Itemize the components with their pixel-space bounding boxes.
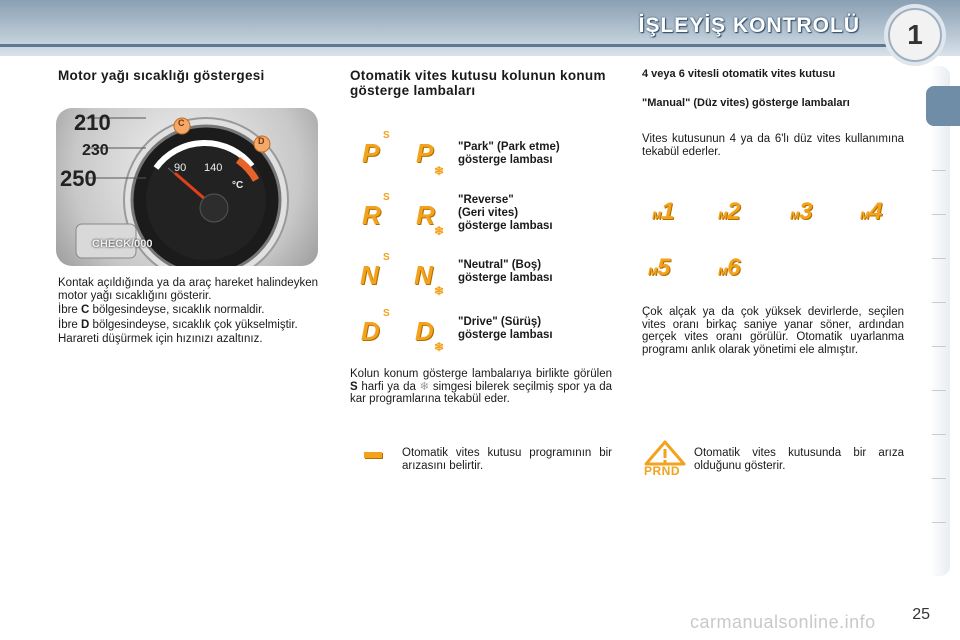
gear-r-sport-icon: R — [362, 200, 381, 230]
sport-s-mark: S — [383, 192, 390, 203]
chapter-title: İŞLEYİŞ KONTROLÜ — [638, 14, 860, 37]
gear-n-snow-icon: N — [414, 260, 433, 290]
gear-indicator-title: Otomatik vites kutusu kolunun konum gösterge lambaları — [350, 68, 606, 98]
gear-d-label — [458, 316, 553, 342]
gear-p-label — [458, 141, 560, 167]
active-chapter-tab[interactable] — [926, 86, 960, 126]
label-line: "Park" (Park etme) — [458, 141, 560, 153]
gauge-marker-d: D — [258, 136, 265, 146]
header-rule — [0, 44, 900, 47]
manual-gear-1-icon — [652, 198, 675, 226]
page-number: 25 — [912, 606, 930, 623]
label-line: "Neutral" (Boş) — [458, 259, 542, 271]
warning-triangle-icon — [642, 440, 688, 466]
text-fragment: İbre — [58, 304, 78, 317]
tab-divider — [932, 478, 946, 479]
tacho-tick-230: 230 — [82, 142, 109, 159]
gear-number: 6 — [727, 254, 741, 281]
oil-temp-para-1: Kontak açıldığında ya da araç hareket halindeyken motor yağı sıcaklığını gösterir. — [58, 277, 318, 302]
oil-temp-gauge-image — [56, 108, 318, 266]
tab-divider — [932, 522, 946, 523]
snow-icon: ❄ — [419, 380, 430, 393]
tab-divider — [932, 302, 946, 303]
manual-indicators-title: "Manual" (Düz vites) gösterge lambaları — [642, 97, 850, 109]
chapter-number-badge: 1 — [888, 8, 942, 62]
m-label: M — [648, 266, 658, 278]
dash-warning-text: Otomatik vites kutusu programının bir arızasını belirtir. — [402, 447, 612, 472]
gearbox-fault-icon — [642, 440, 688, 480]
oil-temp-title: Motor yağı sıcaklığı göstergesi — [58, 68, 265, 83]
sport-s-mark: S — [383, 252, 390, 263]
tacho-tick-250: 250 — [60, 166, 97, 191]
text-fragment: simgesi bilerek seçilmiş spor ya da kar programlarına tekabül eder. — [350, 380, 613, 406]
manual-gear-6-icon — [718, 254, 741, 282]
gear-n-sport-icon: N — [360, 260, 379, 290]
m-label: M — [718, 210, 728, 222]
oil-temp-description — [58, 277, 318, 346]
snow-icon: ❄ — [434, 164, 445, 178]
gauge-marker-c: C — [178, 118, 185, 128]
gear-number: 4 — [869, 198, 883, 225]
zone-d-bold: D — [81, 318, 90, 331]
text-fragment: İbre — [58, 318, 78, 331]
check-label: CHECK/000 — [92, 238, 153, 250]
dash-warning-icon — [364, 452, 382, 458]
manual-description: Vites kutusunun 4 ya da 6'lı düz vites kullanımına tekabül ederler. — [642, 133, 904, 158]
sport-s-bold: S — [350, 380, 358, 393]
snow-icon: ❄ — [434, 340, 445, 354]
gear-indicator-description — [350, 368, 612, 406]
gearbox-fault-text: Otomatik vites kutusunda bir arıza olduğunu gösterir. — [694, 447, 904, 472]
gear-d-sport-icon: D — [361, 316, 380, 346]
m-label: M — [718, 266, 728, 278]
tab-divider — [932, 258, 946, 259]
gear-r-snow-icon: R — [416, 200, 435, 230]
gear-ratio-description: Çok alçak ya da çok yüksek devirlerde, seçilen vites oranı birkaç saniye yanar söner, ardından gerçek vites oranı görülür. Otomatik uyarlanma programı anlık olarak yönetimi ele almıştır. — [642, 306, 904, 356]
text-fragment: Kolun konum gösterge lambalarıya birlikte görülen — [350, 368, 612, 380]
gear-number: 3 — [799, 198, 813, 225]
gear-p-snow-icon: P — [416, 138, 434, 168]
gear-number: 1 — [661, 198, 675, 225]
watermark: carmanualsonline.info — [690, 612, 876, 632]
zone-c-bold: C — [81, 304, 90, 317]
gear-number: 5 — [657, 254, 671, 281]
page-header — [0, 0, 960, 56]
tab-divider — [932, 170, 946, 171]
m-label: M — [860, 210, 870, 222]
gear-number: 2 — [727, 198, 741, 225]
manual-gear-3-icon — [790, 198, 813, 226]
sport-s-mark: S — [383, 130, 390, 141]
prnd-label: PRND — [644, 464, 681, 478]
gauge-scale-90: 90 — [174, 162, 187, 174]
gear-r-label — [458, 194, 553, 233]
gauge-unit: °C — [232, 180, 244, 191]
text-fragment: harfi ya da — [361, 380, 416, 393]
manual-gear-5-icon — [648, 254, 671, 282]
manual-mode-title: 4 veya 6 vitesli otomatik vites kutusu — [642, 68, 836, 80]
label-line: "Drive" (Sürüş) — [458, 316, 542, 328]
m-label: M — [790, 210, 800, 222]
label-line: "Reverse" — [458, 194, 514, 206]
tab-divider — [932, 390, 946, 391]
oil-temp-para-3 — [58, 319, 318, 332]
label-line: gösterge lambası — [458, 154, 553, 166]
oil-temp-para-4: Harareti düşürmek için hızınızı azaltınız. — [58, 333, 263, 346]
snow-icon: ❄ — [434, 224, 445, 238]
text-fragment: bölgesindeyse, sıcaklık normaldir. — [92, 304, 265, 317]
label-line: gösterge lambası — [458, 329, 553, 341]
m-label: M — [652, 210, 662, 222]
sport-s-mark: S — [383, 308, 390, 319]
gear-p-sport-icon: P — [362, 138, 380, 168]
gear-n-label — [458, 259, 553, 285]
oil-temp-para-2 — [58, 304, 318, 317]
tab-divider — [932, 346, 946, 347]
tab-divider — [932, 434, 946, 435]
chapter-tab-strip — [930, 66, 950, 576]
label-line: (Geri vites) — [458, 207, 519, 219]
manual-gear-2-icon — [718, 198, 741, 226]
label-line: gösterge lambası — [458, 220, 553, 232]
tacho-tick-210: 210 — [74, 110, 111, 135]
label-line: gösterge lambası — [458, 272, 553, 284]
text-fragment: bölgesindeyse, sıcaklık çok yükselmiştir. — [92, 318, 298, 331]
snow-icon: ❄ — [434, 284, 445, 298]
gauge-scale-140: 140 — [204, 162, 223, 174]
gear-d-snow-icon: D — [415, 316, 434, 346]
tab-divider — [932, 214, 946, 215]
manual-gear-4-icon — [860, 198, 883, 226]
